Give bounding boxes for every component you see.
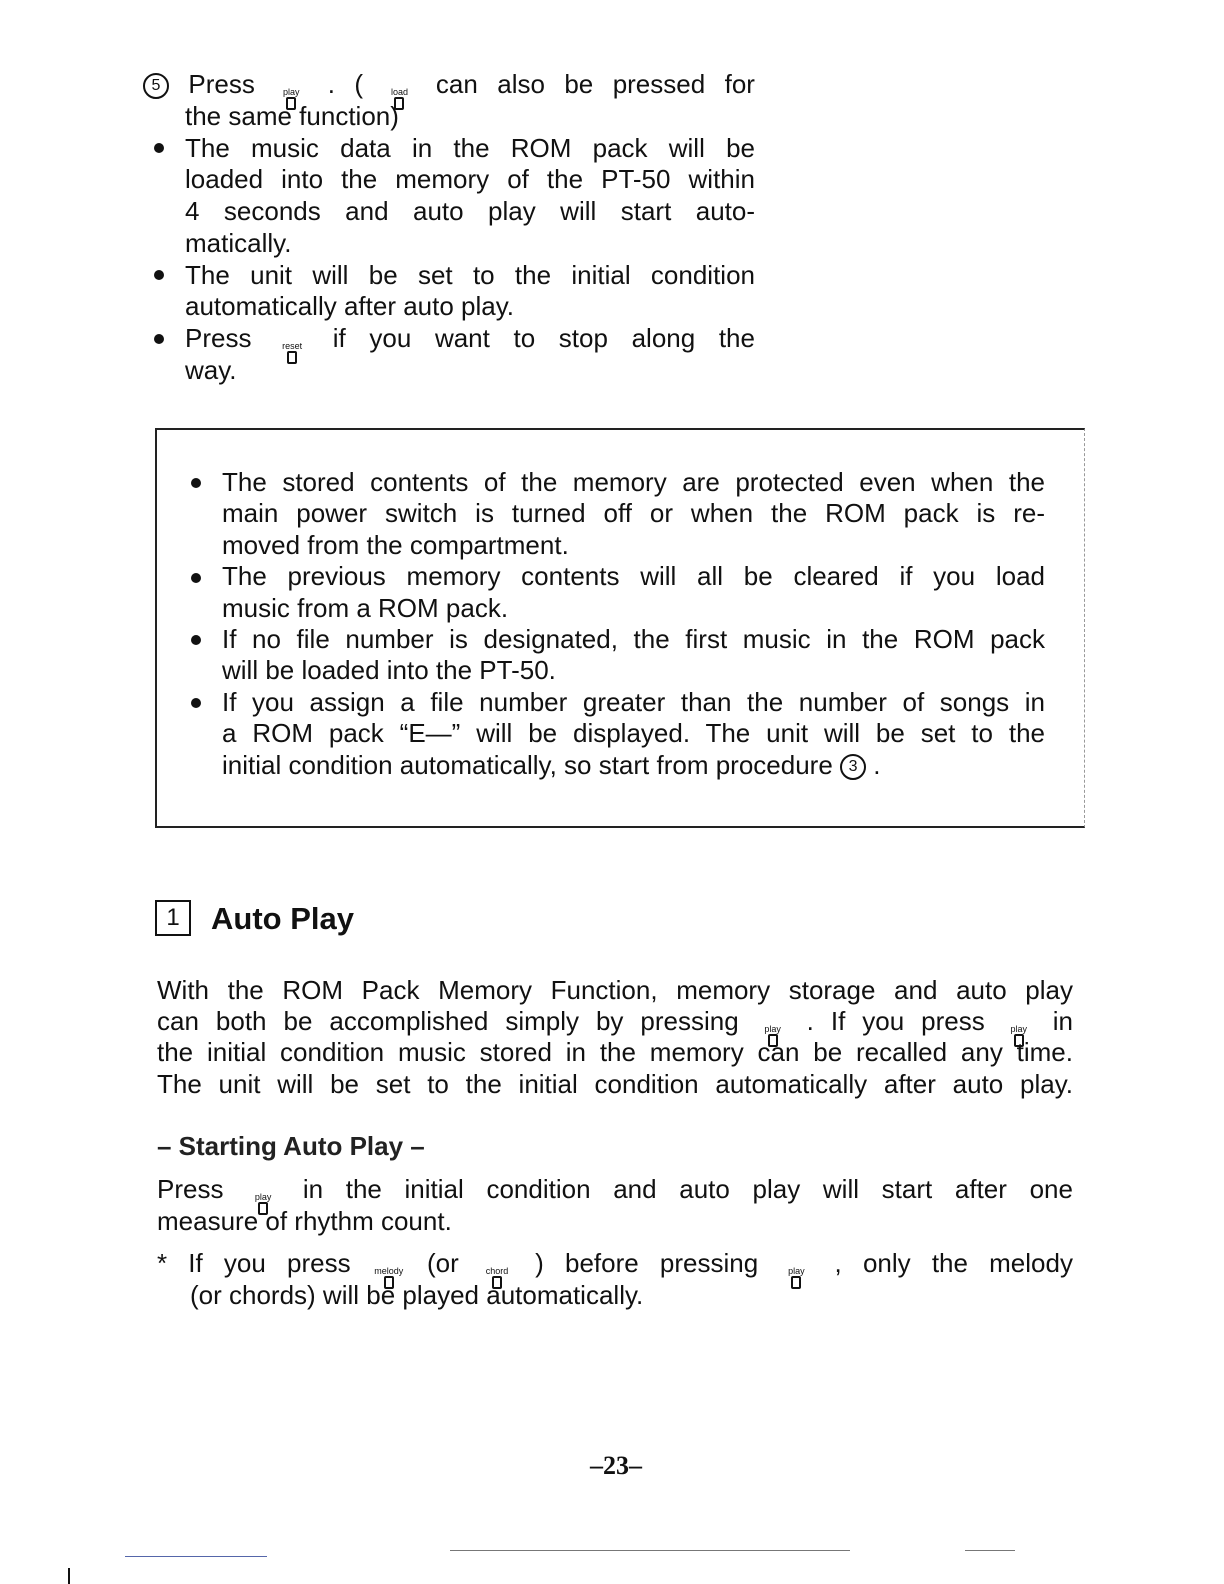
- text-line: matically.: [185, 228, 292, 258]
- text: Press: [157, 1174, 224, 1204]
- bullet-icon: [191, 573, 201, 583]
- bullet-icon: [191, 478, 201, 488]
- step5-line-2: the same function): [185, 101, 399, 131]
- scan-artifact-line: [965, 1550, 1015, 1551]
- bullet-icon: [154, 334, 164, 344]
- procedure-ref-circle: 3: [840, 754, 866, 780]
- text-line: a ROM pack “E—” will be displayed. The unit will be set to the: [222, 718, 1045, 748]
- text: in: [1052, 1006, 1073, 1036]
- text-line: loaded into the memory of the PT-50 within: [185, 164, 755, 194]
- text: initial condition automatically, so start from procedure: [222, 750, 833, 780]
- bullet-icon: [191, 635, 201, 645]
- text: ) before pressing: [535, 1248, 759, 1278]
- text-line: The unit will be set to the initial condition automatically after auto play.: [157, 1069, 1073, 1099]
- text-line: measure of rhythm count.: [157, 1206, 452, 1236]
- text-line: The previous memory contents will all be cleared if you load: [222, 561, 1045, 591]
- step-number-circle: 5: [143, 73, 169, 99]
- key-label: play: [283, 87, 300, 97]
- text-line: way.: [185, 355, 237, 385]
- text-line: With the ROM Pack Memory Function, memory storage and auto play: [157, 975, 1073, 1005]
- bullet-icon: [154, 143, 164, 153]
- text-line: The stored contents of the memory are protected even when the: [222, 467, 1045, 497]
- key-label: play: [1010, 1024, 1027, 1034]
- text: if you want to stop along the: [332, 323, 755, 353]
- text-line: [157, 1248, 1073, 1278]
- text: . If you press: [806, 1006, 985, 1036]
- text: Press: [188, 69, 255, 99]
- scan-artifact-line: [68, 1568, 70, 1584]
- section-title: Auto Play: [211, 901, 354, 936]
- text-line: [222, 750, 1045, 780]
- key-label: melody: [374, 1266, 404, 1276]
- text-line: automatically after auto play.: [185, 291, 515, 321]
- bullet-icon: [154, 270, 164, 280]
- text: Press: [185, 323, 252, 353]
- text-line: If you assign a file number greater than the number of songs in: [222, 687, 1045, 717]
- text-line: 4 seconds and auto play will start auto-: [185, 196, 755, 226]
- key-label: play: [254, 1192, 272, 1202]
- key-label: play: [788, 1266, 805, 1276]
- text-line: The unit will be set to the initial condition: [185, 260, 755, 290]
- key-label: load: [390, 87, 408, 97]
- bullet-icon: [191, 698, 201, 708]
- step5-line-1: [143, 69, 755, 99]
- key-label: chord: [485, 1266, 509, 1276]
- text-line: [157, 1006, 1073, 1036]
- text-line: [157, 1174, 1073, 1204]
- page-number: –23–: [590, 1451, 642, 1480]
- text: , only the melody: [834, 1248, 1073, 1278]
- text: can both be accomplished simply by pressing: [157, 1006, 739, 1036]
- scan-artifact-line: [450, 1550, 850, 1551]
- text: * If you press: [157, 1248, 351, 1278]
- key-label: reset: [282, 341, 303, 351]
- text: in the initial condition and auto play will start after one: [302, 1174, 1073, 1204]
- subheading: – Starting Auto Play –: [157, 1131, 425, 1161]
- text: .: [873, 750, 881, 780]
- text-line: will be loaded into the PT-50.: [222, 655, 556, 685]
- text-line: The music data in the ROM pack will be: [185, 133, 755, 163]
- key-label: play: [764, 1024, 781, 1034]
- section-number: 1: [155, 900, 191, 936]
- scan-artifact-line: [125, 1556, 267, 1557]
- text-line: main power switch is turned off or when the ROM pack is re-: [222, 498, 1045, 528]
- text-line: (or chords) will be played automatically.: [190, 1280, 644, 1310]
- text-line: music from a ROM pack.: [222, 593, 509, 623]
- text-line: moved from the compartment.: [222, 530, 569, 560]
- text-line: If no file number is designated, the first music in the ROM pack: [222, 624, 1045, 654]
- text-line: [185, 323, 755, 353]
- text: . (: [327, 69, 364, 99]
- text: (or: [426, 1248, 459, 1278]
- text-line: the initial condition music stored in the memory can be recalled any time.: [157, 1037, 1073, 1067]
- text: can also be pressed for: [435, 69, 755, 99]
